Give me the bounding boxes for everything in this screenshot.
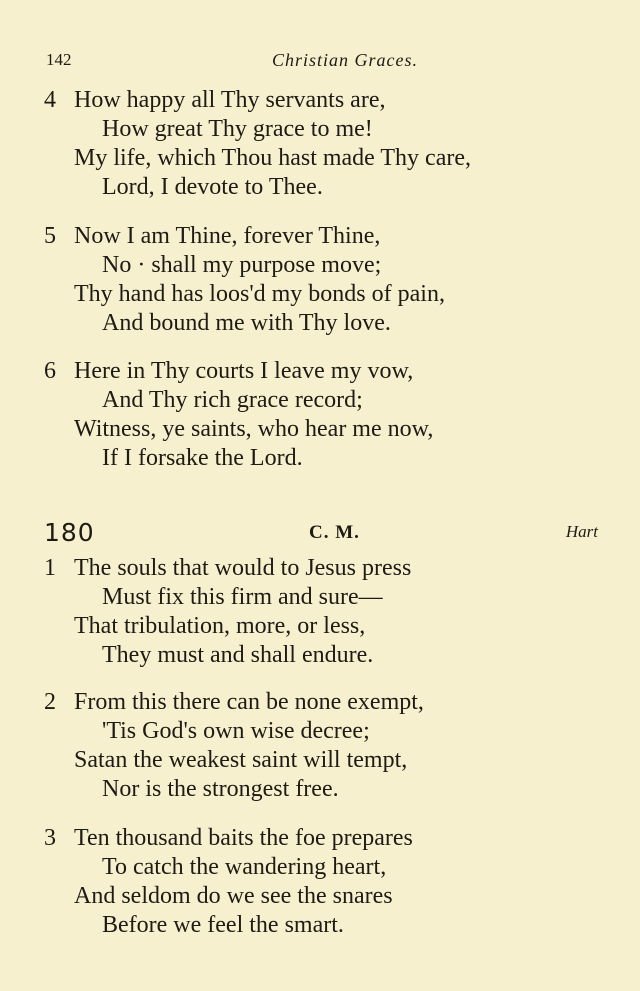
stanza-line: Nor is the strongest free. — [102, 776, 339, 802]
stanza-line: 'Tis God's own wise decree; — [102, 718, 370, 744]
stanza-line: Thy hand has loos'd my bonds of pain, — [74, 281, 445, 307]
running-title: Christian Graces. — [271, 50, 418, 70]
stanza-line: Lord, I devote to Thee. — [102, 174, 323, 200]
handwritten-annotation: Hart — [565, 522, 598, 541]
hymn-meter: C. M. — [309, 522, 360, 543]
stanza-5 — [44, 222, 445, 338]
page-number: 142 — [46, 50, 72, 69]
stanza-1 — [44, 554, 411, 670]
stanza-line: How happy all Thy servants are, — [74, 87, 386, 113]
stanza-4 — [44, 86, 471, 202]
stanza-line: My life, which Thou hast made Thy care, — [74, 145, 472, 171]
stanza-number: 2 — [44, 689, 56, 715]
stanza-line: Here in Thy courts I leave my vow, — [74, 358, 414, 384]
stanza-line: Ten thousand baits the foe prepares — [74, 825, 413, 851]
stanza-number: 1 — [44, 555, 56, 581]
stanza-line: Now I am Thine, forever Thine, — [74, 223, 381, 249]
stanza-2 — [44, 688, 424, 804]
hymn-number: 180 — [44, 518, 95, 547]
stanza-line: If I forsake the Lord. — [102, 445, 303, 471]
stanza-line: No · shall my purpose move; — [102, 252, 382, 278]
stanza-number: 3 — [44, 825, 56, 851]
stanza-line: How great Thy grace to me! — [102, 116, 373, 142]
stanza-line: And bound me with Thy love. — [102, 310, 391, 336]
stanza-number: 4 — [44, 87, 56, 113]
stanza-line: Satan the weakest saint will tempt, — [74, 747, 408, 773]
stanza-line: And seldom do we see the snares — [74, 883, 393, 909]
stanza-number: 6 — [44, 358, 56, 384]
stanza-line: From this there can be none exempt, — [74, 689, 424, 715]
page-header — [46, 50, 418, 74]
stanza-line: The souls that would to Jesus press — [74, 555, 412, 581]
stanza-line: And Thy rich grace record; — [102, 387, 363, 413]
stanza-line: To catch the wandering heart, — [102, 854, 387, 880]
stanza-3 — [44, 824, 413, 940]
stanza-6 — [44, 357, 433, 473]
hymn-header — [44, 518, 598, 550]
stanza-line: Before we feel the smart. — [102, 912, 344, 938]
stanza-line: That tribulation, more, or less, — [74, 613, 366, 639]
stanza-line: They must and shall endure. — [102, 642, 374, 668]
stanza-line: Must fix this firm and sure— — [102, 584, 383, 610]
stanza-number: 5 — [44, 223, 56, 249]
stanza-line: Witness, ye saints, who hear me now, — [74, 416, 434, 442]
